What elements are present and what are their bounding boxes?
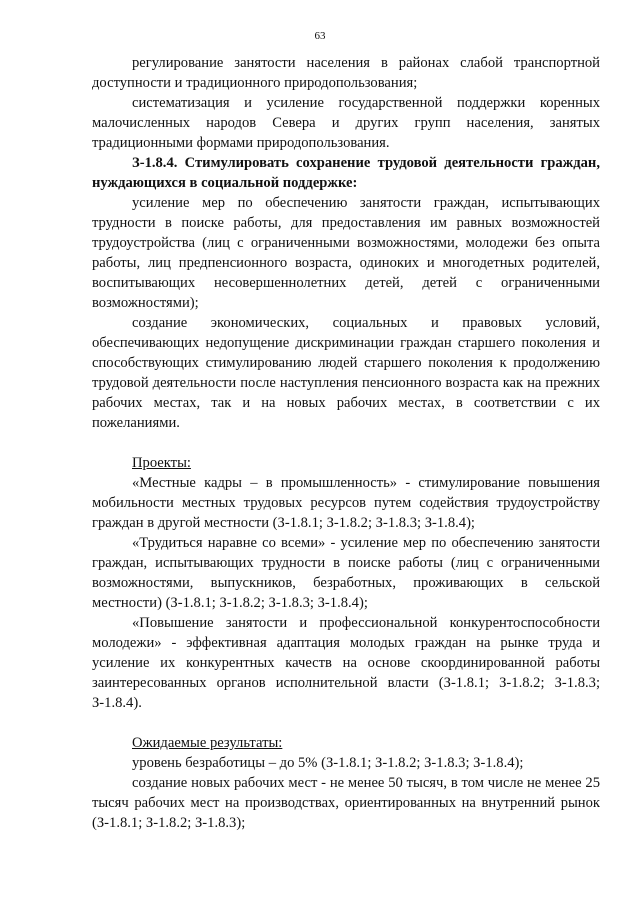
spacer [92,713,600,733]
paragraph: уровень безработицы – до 5% (З-1.8.1; З-1.8.2; З-1.8.3; З-1.8.4); [132,755,524,771]
paragraph: создание экономических, социальных и правовых условий, обеспечивающих недопущение дискриминации граждан старшего поколения и способствующих стимулированию людей старшего поколения к продолжению трудовой деятельности после наступления пенсионного возраста как на прежних рабочих местах, так и на новых рабочих местах, в соответствии с их пожеланиями. [92,315,600,431]
paragraph: создание новых рабочих мест - не менее 50 тысяч, в том числе не менее 25 тысяч рабочих мест на производствах, ориентированных на внутренний рынок (З-1.8.1; З-1.8.2; З-1.8.3); [92,775,600,831]
projects-title: Проекты: [132,455,191,471]
paragraph: регулирование занятости населения в районах слабой транспортной доступности и традиционного природопользования; [92,55,600,91]
paragraph: систематизация и усиление государственной поддержки коренных малочисленных народов Севера и других групп населения, занятых традиционными формами природопользования. [92,95,600,151]
document-body [92,53,600,833]
page-number: 63 [314,30,326,42]
spacer [92,433,600,453]
paragraph: «Повышение занятости и профессиональной конкурентоспособности молодежи» - эффективная адаптация молодых граждан на рынке труда и усиление их конкурентных качеств на основе скоординированной работы заинтересованных органов исполнительной власти (З-1.8.1; З-1.8.2; З-1.8.3; З-1.8.4). [92,615,600,711]
expected-results-title: Ожидаемые результаты: [132,735,283,751]
section-heading: З-1.8.4. Стимулировать сохранение трудовой деятельности граждан, нуждающихся в социальной поддержке: [92,155,600,191]
paragraph: «Местные кадры – в промышленность» - стимулирование повышения мобильности местных трудовых ресурсов путем содействия трудоустройству граждан в другой местности (З-1.8.1; З-1.8.2; З-1.8.3; З-1.8.4); [92,475,600,531]
paragraph: «Трудиться наравне со всеми» - усиление мер по обеспечению занятости граждан, испытывающих трудности в поиске работы (лиц с ограниченными возможностями, выпускников, безработных, проживающих в сельской местности) (З-1.8.1; З-1.8.2; З-1.8.3; З-1.8.4); [92,535,600,611]
paragraph: усиление мер по обеспечению занятости граждан, испытывающих трудности в поиске работы, для предоставления им равных возможностей трудоустройства (лиц с ограниченными возможностями, молодежи без опыта работы, лиц предпенсионного возраста, одиноких и многодетных родителей, воспитывающих несовершеннолетних детей, детей с ограниченными возможностями); [92,195,600,311]
